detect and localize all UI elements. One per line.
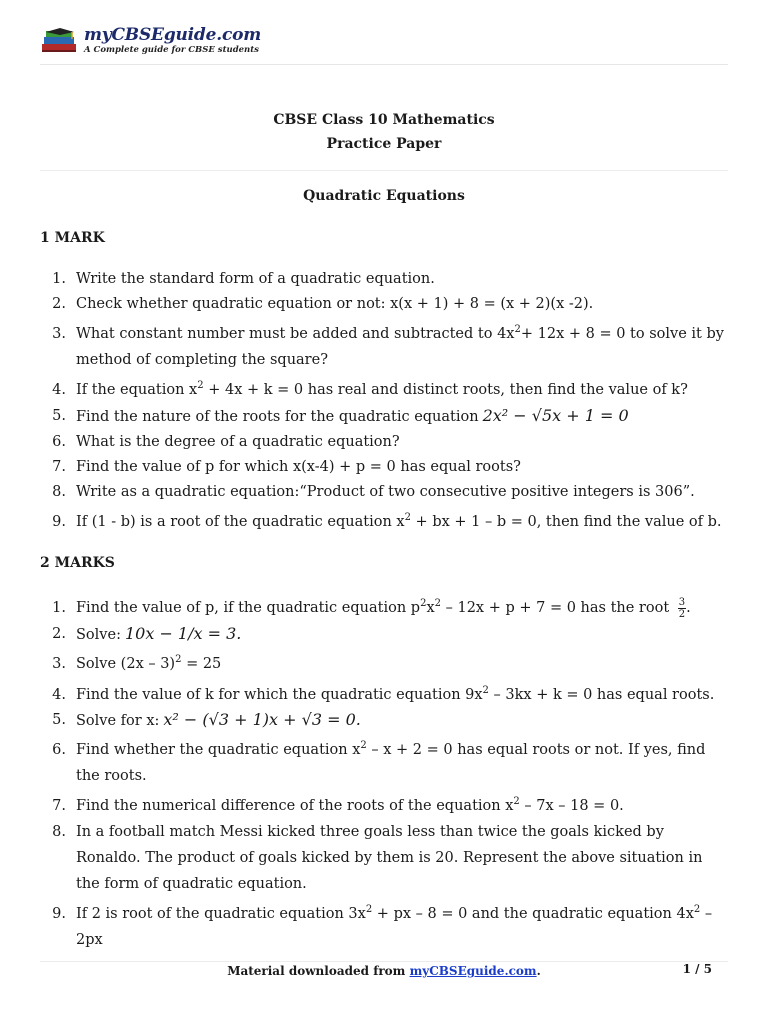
item-text: Write as a quadratic equation:“Product of two consecutive positive integers is 306”. — [76, 484, 695, 500]
title-line: CBSE Class 10 Mathematics — [273, 112, 495, 128]
section-heading: 1 MARK — [40, 230, 105, 246]
item-text: Write the standard form of a quadratic equation. — [76, 271, 435, 287]
item-number: 4. — [52, 382, 66, 398]
list-item — [40, 479, 730, 505]
list-item — [40, 707, 730, 734]
list-item — [40, 595, 730, 621]
list-item — [40, 509, 730, 535]
item-text: Solve: 10x − 1/x = 3. — [76, 624, 242, 643]
list-item — [40, 901, 730, 953]
item-number: 3. — [52, 326, 66, 342]
logo-title: myCBSEguide.com — [84, 25, 262, 46]
page-number: 1 / 5 — [682, 962, 712, 976]
list-item — [40, 377, 730, 403]
topic-heading: Quadratic Equations — [303, 188, 465, 204]
item-text: If the equation $x^2 + 4x + k = 0$ has real and distinct roots, then find the value of k? — [76, 380, 688, 398]
item-number: 8. — [52, 484, 66, 500]
item-text: If 2 is root of the quadratic equation $3x^2$ + px – 8 = 0 and the quadratic equation $4x^2 - 2px$ — [76, 904, 713, 948]
subtitle-line: Practice Paper — [326, 136, 442, 152]
document-title — [40, 108, 728, 156]
item-text: Find the nature of the roots for the quadratic equation 2x² − √5x + 1 = 0 — [76, 406, 629, 425]
list-item — [40, 454, 730, 480]
item-number: 1. — [52, 271, 66, 287]
item-text: What constant number must be added and subtracted to $4x^2+ 12x + 8 = 0$ to solve it by method of completing the square? — [76, 324, 724, 368]
list-item — [40, 819, 730, 897]
list-item — [40, 651, 730, 677]
math-expression: 2x² − √5x + 1 = 0 — [482, 406, 629, 425]
list-item — [40, 266, 730, 292]
divider — [40, 170, 728, 171]
item-number: 3. — [52, 656, 66, 672]
item-number: 7. — [52, 798, 66, 814]
item-number: 1. — [52, 600, 66, 616]
math-expression: 10x − 1/x = 3. — [124, 624, 242, 643]
list-item — [40, 429, 730, 455]
item-number: 4. — [52, 687, 66, 703]
item-number: 2. — [52, 296, 66, 312]
footer-link[interactable]: myCBSEguide.com — [409, 964, 537, 978]
item-text: Check whether quadratic equation or not: x(x + 1) + 8 = (x + 2)(x -2). — [76, 296, 594, 312]
section-heading: 2 MARKS — [40, 555, 115, 571]
list-item — [40, 291, 730, 317]
item-number: 6. — [52, 434, 66, 450]
list-item — [40, 403, 730, 430]
item-number: 9. — [52, 906, 66, 922]
list-item — [40, 621, 730, 648]
item-text: If (1 - b) is a root of the quadratic equation $x^2$ + bx + 1 – b = 0, then find the value of b. — [76, 512, 722, 530]
item-text: Find the value of k for which the quadratic equation $9x^2 - 3kx + k = 0$ has equal roots. — [76, 685, 715, 703]
books-icon — [40, 26, 80, 56]
item-text: Solve for x: x² − (√3 + 1)x + √3 = 0. — [76, 710, 361, 729]
item-number: 8. — [52, 824, 66, 840]
item-number: 6. — [52, 742, 66, 758]
footer-divider — [40, 961, 728, 962]
logo-subtitle: A Complete guide for CBSE students — [84, 45, 259, 56]
item-text: In a football match Messi kicked three goals less than twice the goals kicked by Ronaldo. The product of goals kicked by them is 20. Represent the above situation in the form of quadratic equation. — [76, 824, 703, 892]
item-number: 5. — [52, 712, 66, 728]
site-logo[interactable] — [40, 26, 261, 56]
item-number: 9. — [52, 514, 66, 530]
item-number: 5. — [52, 408, 66, 424]
page-footer — [40, 964, 728, 984]
footer-note: Material downloaded from myCBSEguide.com. — [227, 964, 541, 978]
item-text: Solve (2x – 3)$^2$ = 25 — [76, 654, 222, 672]
item-text: Find the numerical difference of the roots of the equation $x^2 - 7x - 18 = 0$. — [76, 796, 624, 814]
math-expression: x² − (√3 + 1)x + √3 = 0. — [163, 710, 361, 729]
list-item — [40, 793, 730, 819]
page-header — [40, 26, 728, 65]
item-number: 2. — [52, 626, 66, 642]
item-text: Find whether the quadratic equation $x^2 - x + 2 = 0$ has equal roots or not. If yes, find the roots. — [76, 740, 706, 784]
item-text: Find the value of p for which x(x-4) + p = 0 has equal roots? — [76, 459, 521, 475]
list-item — [40, 321, 730, 373]
item-text: What is the degree of a quadratic equation? — [76, 434, 400, 450]
list-item — [40, 682, 730, 708]
item-number: 7. — [52, 459, 66, 475]
fraction: $\frac{3}{2}$ — [678, 596, 686, 620]
list-item — [40, 737, 730, 789]
item-text: Find the value of p, if the quadratic equation $p^2x^2 - 12x + p + 7 = 0$ has the root $\frac{3}{2}$ . — [76, 596, 691, 620]
